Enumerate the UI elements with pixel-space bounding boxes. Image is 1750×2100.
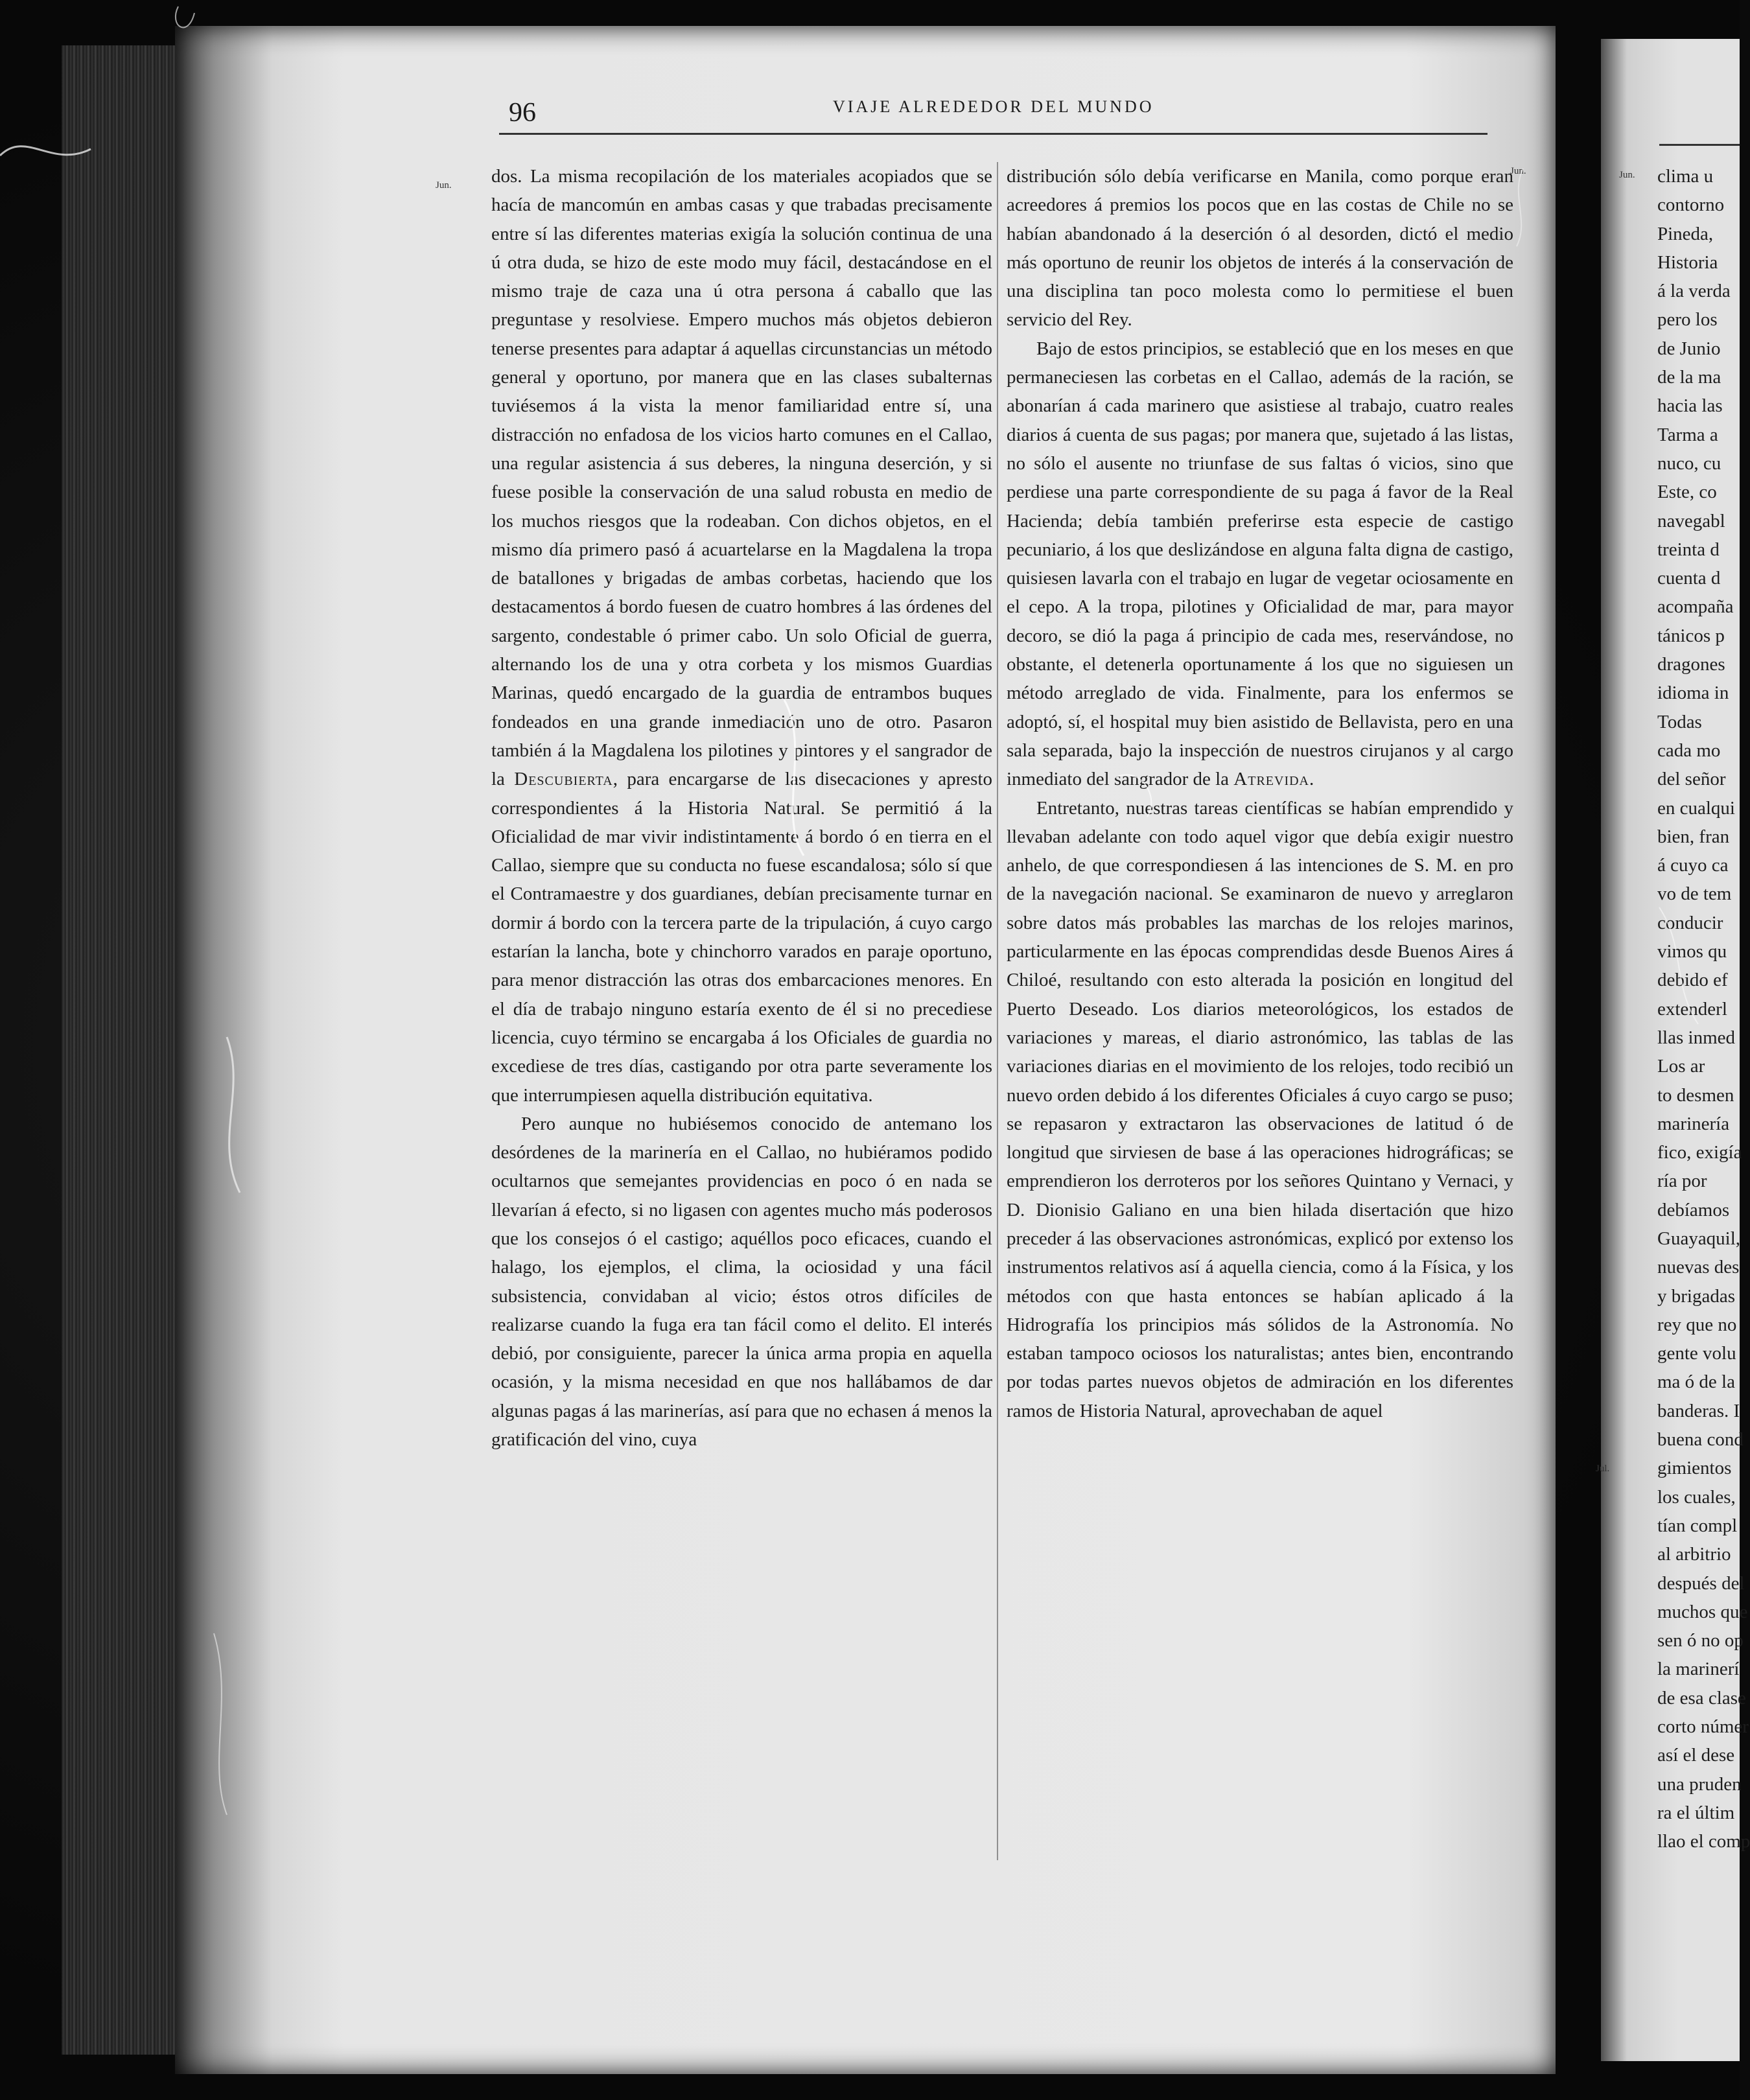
text-line-fragment: los cuales,	[1657, 1486, 1736, 1508]
text-line-fragment: sen ó no op	[1657, 1630, 1744, 1651]
margin-note-right-lower: Jul.	[1596, 1464, 1610, 1474]
text-line-fragment: en cualqui	[1657, 797, 1735, 819]
text-line-fragment: ría por	[1657, 1171, 1707, 1192]
paragraph: Bajo de estos principios, se estableció que en los meses en que permaneciesen las corbetas en el Callao, además de la ración, se abonarían á cada marinero que asistiese al trabajo, cuatro reales diarios á cuenta de sus pagas; por manera que, sujetado á las listas, no sólo el ausente no triunfase de sus faltas ó vicios, sino que perdiese una parte correspondiente de su paga á favor de la Real Hacienda; debía también preferirse esta especie de castigo pecuniario, á los que deslizándose en alguna falta digna de castigo, quisiesen lavarla con el trabajo en lugar de vegetar ociosamente en el cepo. A la tropa, pilotines y Oficialidad de mar, para mayor decoro, se dió la paga á principio de cada mes, reservándose, no obstante, el detenerla oportunamente á los que no siguiesen un método arreglado de vida. Finalmente, para los enfermos se adoptó, sí, el hospital muy bien asistido de Bellavista, pero en una sala separada, bajo la inspección de nuestros cirujanos y al cargo inmediato del sangrador de la Atrevida.	[1007, 338, 1513, 790]
text-line-fragment: bien, fran	[1657, 826, 1730, 847]
text-line-fragment: contorno	[1657, 194, 1725, 216]
text-line-fragment: llao el comp	[1657, 1831, 1750, 1852]
text-line-fragment: Historia	[1657, 251, 1718, 273]
text-line-fragment: Tarma a	[1657, 424, 1718, 445]
text-line-fragment: al arbitrio	[1657, 1544, 1731, 1565]
text-line-fragment: ra el últim	[1657, 1802, 1735, 1823]
running-header-title: VIAJE ALREDEDOR DEL MUNDO	[833, 97, 1154, 116]
text-line-fragment: muchos que	[1657, 1601, 1748, 1622]
text-line-fragment: tánicos p	[1657, 625, 1725, 646]
text-line-fragment: fico, exigía	[1657, 1142, 1742, 1163]
text-line-fragment: de esa clase	[1657, 1687, 1746, 1709]
text-line-fragment: navegabl	[1657, 510, 1725, 531]
text-line-fragment: gimientos	[1657, 1458, 1732, 1479]
text-line-fragment: así el dese	[1657, 1745, 1735, 1766]
paragraph: dos. La misma recopilación de los materiales acopiados que se hacía de mancomún en ambas casas y que trabadas precisamente entre sí las diferentes materias exigía la solución continua de una ú otra duda, se hizo de este modo muy fácil, destacándose en el mismo traje de caza una ú otra persona á caballo que las preguntase y resolviese. Empero muchos más objetos debieron tenerse presentes para adaptar á aquellas circunstancias un método general y oportuno, por manera que en las clases subalternas tuviésemos á la vista la menor familiaridad entre sí, una distracción no enfadosa de los vicios harto comunes en el Callao, una regular asistencia á sus deberes, la ninguna deserción, y si fuese posible la conservación de una salud robusta en medio de los muchos riesgos que la rodeaban. Con dichos objetos, en el mismo día primero pasó á acuartelarse en la Magdalena la tropa de batallones y brigadas de ambas corbetas, haciendo que los destacamentos á bordo fuesen de cuatro hombres á las órdenes del sargento, condestable ó primer cabo. Un solo Oficial de guerra, alternando los de una y otra corbeta y los mismos Guardias Marinas, quedó encargado de la guardia de entrambos buques fondeados en una grande inmediación uno de otro. Pasaron también á la Magdalena los pilotines y pintores y el sangrador de la Descubierta, para encargarse de las disecaciones y apresto correspondientes á la Historia Natural. Se permitió á la Oficialidad de mar vivir indistintamente á bordo ó en tierra en el Callao, siempre que su conducta no fuese escandalosa; sólo sí que el Contramaestre y dos guardianes, debían precisamente turnar en dormir á bordo con la tercera parte de la tripulación, á cuyo cargo estarían la lancha, bote y chinchorro varados en paraje oportuno, para menor distracción las otras dos embarcaciones menores. En el día de trabajo ninguno estaría exento de él si no precediese licencia, cuyo término se encargaba á los Oficiales de guardia no excediese de tres días, castigando por otra parte severamente los que interrumpiesen aquella distribución equitativa.	[491, 166, 992, 1106]
paragraph: distribución sólo debía verificarse en Manila, como porque eran acreedores á premios los pocos que en las costas de Chile no se habían abandonado á la deserción ó al desorden, dictó el medio más oportuno de reunir los objetos de interés á la conservación de una disciplina tan poco molesta como lo permitiese el buen servicio del Rey.	[1007, 166, 1513, 331]
text-line-fragment: idioma in	[1657, 682, 1729, 704]
text-line-fragment: llas inmed	[1657, 1027, 1736, 1048]
text-line-fragment: á cuyo ca	[1657, 855, 1729, 876]
text-line-fragment: Todas	[1657, 711, 1702, 732]
text-line-fragment: pero los	[1657, 309, 1718, 331]
paragraph: Entretanto, nuestras tareas científicas se habían emprendido y llevaban adelante con todo aquel vigor que debía exigir nuestro anhelo, de que correspondiesen á las intenciones de S. M. en pro de la navegación nacional. Se examinaron de nuevo y arreglaron sobre datos más probables las marchas de los relojes marinos, particularmente en las épocas comprendidas desde Buenos Aires á Chiloé, resultando con esto alterada la posición en longitud del Puerto Deseado. Los diarios meteorológicos, los estados de variaciones y mareas, el diario astronómico, las tablas de las variaciones diarias en el movimiento de los relojes, todo recibió un nuevo orden debido á los diferentes Oficiales á cuyo cargo se puso; se repasaron y extractaron las observaciones de latitud ó de longitud que sirviesen de base á las operaciones hidrográficas; se emprendieron los derroteros por los señores Quintano y Vernaci, y D. Dionisio Galiano en una bien hilada disertación que hizo preceder á las observaciones astronómicas, explicó por extenso los instrumentos relativos así á aquella ciencia, como á la Física, y los métodos con que hasta entonces se habían aplicado á la Hidrografía los principios más sólidos de la Astronomía. No estaban tampoco ociosos los naturalistas; antes bien, encontrando por todas partes nuevos objetos de admiración en los diferentes ramos de Historia Natural, aprovechaban de aquel	[1007, 797, 1513, 1421]
text-line-fragment: tían compl	[1657, 1515, 1738, 1536]
margin-note-mid: Jun.	[1510, 166, 1526, 176]
text-line-fragment: Guayaquil,	[1657, 1228, 1741, 1249]
text-line-fragment: cada mo	[1657, 740, 1721, 761]
text-line-fragment: marinería	[1657, 1113, 1730, 1134]
text-line-fragment: treinta d	[1657, 539, 1720, 560]
text-line-fragment: acompaña	[1657, 596, 1734, 618]
text-line-fragment: extenderl	[1657, 998, 1727, 1020]
text-line-fragment: debido ef	[1657, 970, 1728, 991]
text-line-fragment: vo de tem	[1657, 883, 1732, 905]
text-line-fragment: Los ar	[1657, 1056, 1705, 1077]
text-line-fragment: debíamos	[1657, 1199, 1730, 1220]
text-line-fragment: conducir	[1657, 912, 1723, 933]
text-line-fragment: nuevas des	[1657, 1257, 1740, 1278]
text-line-fragment: Pineda,	[1657, 223, 1714, 244]
text-line-fragment: á la verda	[1657, 281, 1731, 302]
text-line-fragment: hacia las	[1657, 395, 1723, 417]
text-line-fragment: y brigadas	[1657, 1285, 1735, 1307]
text-line-fragment: buena cond	[1657, 1429, 1744, 1451]
text-line-fragment: de la ma	[1657, 367, 1721, 388]
text-line-fragment: cuenta d	[1657, 568, 1721, 589]
text-line-fragment: nuco, cu	[1657, 452, 1721, 474]
text-line-fragment: dragones	[1657, 654, 1725, 675]
text-line-fragment: corto númer	[1657, 1716, 1749, 1738]
text-line-fragment: rey que no	[1657, 1314, 1737, 1335]
text-line-fragment: Este, co	[1657, 482, 1717, 503]
text-line-fragment: de Junio	[1657, 338, 1721, 359]
margin-note-left: Jun.	[436, 180, 452, 191]
text-line-fragment: después del	[1657, 1572, 1745, 1594]
margin-note-right: Jun.	[1619, 170, 1635, 180]
text-line-fragment: ma ó de la	[1657, 1371, 1735, 1393]
text-line-fragment: to desmen	[1657, 1084, 1734, 1106]
text-line-fragment: del señor	[1657, 769, 1726, 790]
text-line-fragment: gente volu	[1657, 1343, 1736, 1364]
text-line-fragment: banderas. I	[1657, 1400, 1740, 1421]
page-number: 96	[509, 98, 536, 128]
text-line-fragment: una pruden	[1657, 1773, 1742, 1795]
paragraph: Pero aunque no hubiésemos conocido de antemano los desórdenes de la marinería en el Callao, no hubiéramos podido ocultarnos que semejantes providencias en poco ó en nada se llevarían á efecto, si no ligasen con agentes mucho más poderosos que los consejos ó el castigo; aquéllos poco eficaces, cuando el halago, los ejemplos, el clima, la ociosidad y una fácil subsistencia, convidaban al vicio; éstos otros difíciles de realizarse cuando la fuga era tan fácil como el delito. El interés debió, por consiguiente, parecer la única arma propia en aquella ocasión, y la misma necesidad en que nos hallábamos de dar algunas pagas á las marinerías, así para que no echasen á menos la gratificación del vino, cuya	[491, 1113, 992, 1451]
text-line-fragment: vimos qu	[1657, 941, 1727, 962]
text-line-fragment: clima u	[1657, 166, 1714, 187]
text-line-fragment: la marinerí	[1657, 1659, 1740, 1680]
